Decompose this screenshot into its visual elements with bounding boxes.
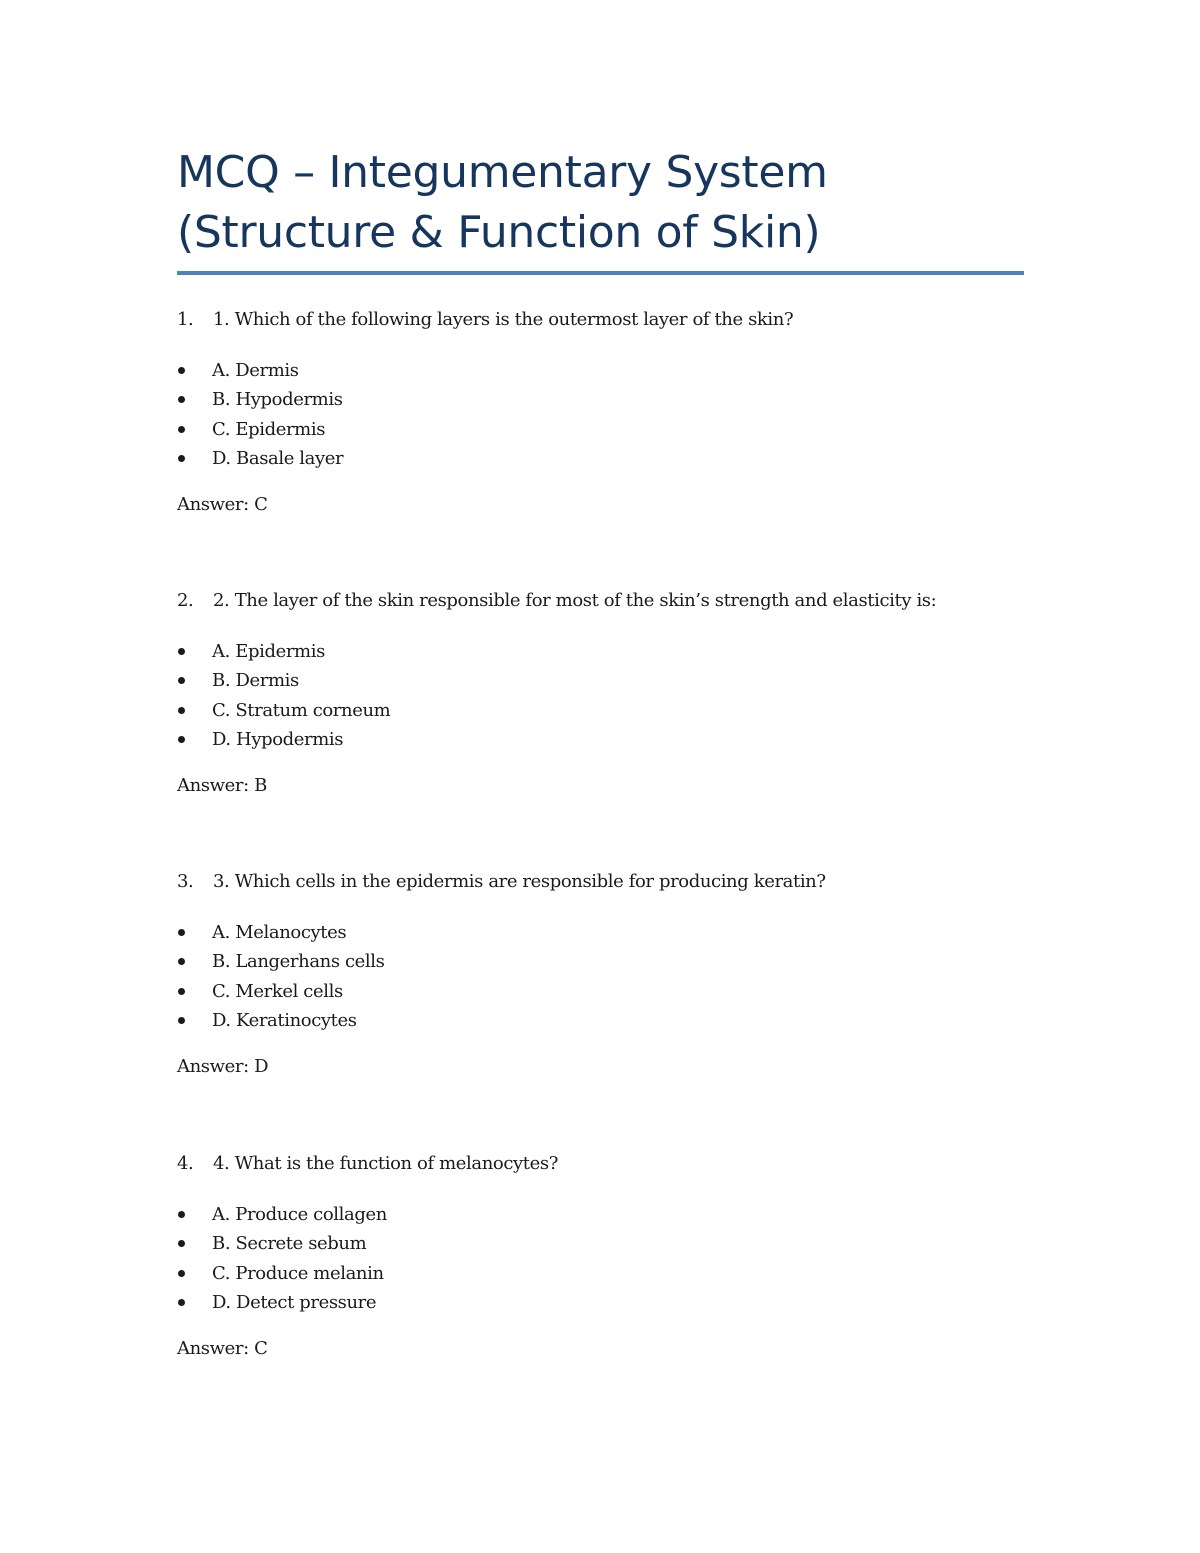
bullet-icon bbox=[178, 736, 185, 743]
question-number: 1. bbox=[177, 309, 194, 330]
bullet-icon bbox=[178, 648, 185, 655]
answer-text: Answer: C bbox=[177, 494, 268, 516]
bullet-icon bbox=[178, 455, 185, 462]
question-block-2 bbox=[177, 589, 1027, 798]
option-item bbox=[177, 1259, 1027, 1288]
option-label: D. Keratinocytes bbox=[212, 1009, 357, 1031]
option-label: C. Stratum corneum bbox=[212, 699, 391, 721]
bullet-icon bbox=[178, 367, 185, 374]
question-text bbox=[177, 870, 1027, 894]
option-item bbox=[177, 696, 1027, 725]
option-item bbox=[177, 947, 1027, 976]
bullet-icon bbox=[178, 677, 185, 684]
bullet-icon bbox=[178, 958, 185, 965]
option-list bbox=[177, 356, 1027, 473]
bullet-icon bbox=[178, 988, 185, 995]
question-number: 4. bbox=[177, 1153, 194, 1174]
question-block-4 bbox=[177, 1152, 1027, 1361]
option-label: D. Detect pressure bbox=[212, 1291, 377, 1313]
bullet-icon bbox=[178, 929, 185, 936]
question-number: 3. bbox=[177, 871, 194, 892]
question-block-1 bbox=[177, 308, 1027, 517]
option-item bbox=[177, 725, 1027, 754]
option-label: B. Dermis bbox=[212, 670, 299, 692]
option-label: D. Hypodermis bbox=[212, 728, 344, 750]
question-text bbox=[177, 1152, 1027, 1176]
bullet-icon bbox=[178, 396, 185, 403]
bullet-icon bbox=[178, 1240, 185, 1247]
question-number: 2. bbox=[177, 590, 194, 611]
option-list bbox=[177, 1200, 1027, 1317]
title-line-2: (Structure & Function of Skin) bbox=[177, 207, 821, 258]
answer-text: Answer: C bbox=[177, 1338, 268, 1360]
title-divider bbox=[177, 271, 1024, 275]
option-label: A. Melanocytes bbox=[212, 922, 347, 943]
option-item bbox=[177, 1229, 1027, 1258]
question-stem: 1. Which of the following layers is the outermost layer of the skin? bbox=[213, 309, 794, 330]
question-text bbox=[177, 308, 1027, 332]
bullet-icon bbox=[178, 1270, 185, 1277]
option-item bbox=[177, 666, 1027, 695]
option-label: C. Epidermis bbox=[212, 418, 326, 440]
question-text bbox=[177, 589, 1027, 613]
option-label: C. Merkel cells bbox=[212, 980, 343, 1002]
option-item bbox=[177, 918, 1027, 947]
question-block-3 bbox=[177, 870, 1027, 1079]
bullet-icon bbox=[178, 707, 185, 714]
answer-text: Answer: B bbox=[177, 775, 267, 797]
option-list bbox=[177, 637, 1027, 754]
option-item bbox=[177, 444, 1027, 473]
bullet-icon bbox=[178, 426, 185, 433]
option-label: A. Produce collagen bbox=[212, 1204, 387, 1225]
bullet-icon bbox=[178, 1299, 185, 1306]
option-label: B. Hypodermis bbox=[212, 389, 343, 411]
option-item bbox=[177, 385, 1027, 414]
option-label: A. Dermis bbox=[212, 360, 299, 381]
option-label: B. Langerhans cells bbox=[212, 951, 385, 973]
option-item bbox=[177, 1288, 1027, 1317]
document-title bbox=[177, 143, 1024, 263]
answer-text: Answer: D bbox=[177, 1056, 269, 1078]
option-label: A. Epidermis bbox=[212, 641, 325, 662]
title-line-1: MCQ – Integumentary System bbox=[177, 147, 828, 198]
option-item bbox=[177, 1200, 1027, 1229]
option-label: C. Produce melanin bbox=[212, 1262, 384, 1284]
option-item bbox=[177, 977, 1027, 1006]
option-item bbox=[177, 637, 1027, 666]
option-item bbox=[177, 356, 1027, 385]
question-stem: 2. The layer of the skin responsible for most of the skin’s strength and elasticity is: bbox=[213, 590, 937, 611]
option-item bbox=[177, 1006, 1027, 1035]
bullet-icon bbox=[178, 1017, 185, 1024]
question-stem: 3. Which cells in the epidermis are responsible for producing keratin? bbox=[213, 871, 826, 892]
option-label: D. Basale layer bbox=[212, 447, 344, 469]
option-label: B. Secrete sebum bbox=[212, 1233, 367, 1255]
option-item bbox=[177, 415, 1027, 444]
bullet-icon bbox=[178, 1211, 185, 1218]
option-list bbox=[177, 918, 1027, 1035]
question-stem: 4. What is the function of melanocytes? bbox=[213, 1153, 558, 1174]
